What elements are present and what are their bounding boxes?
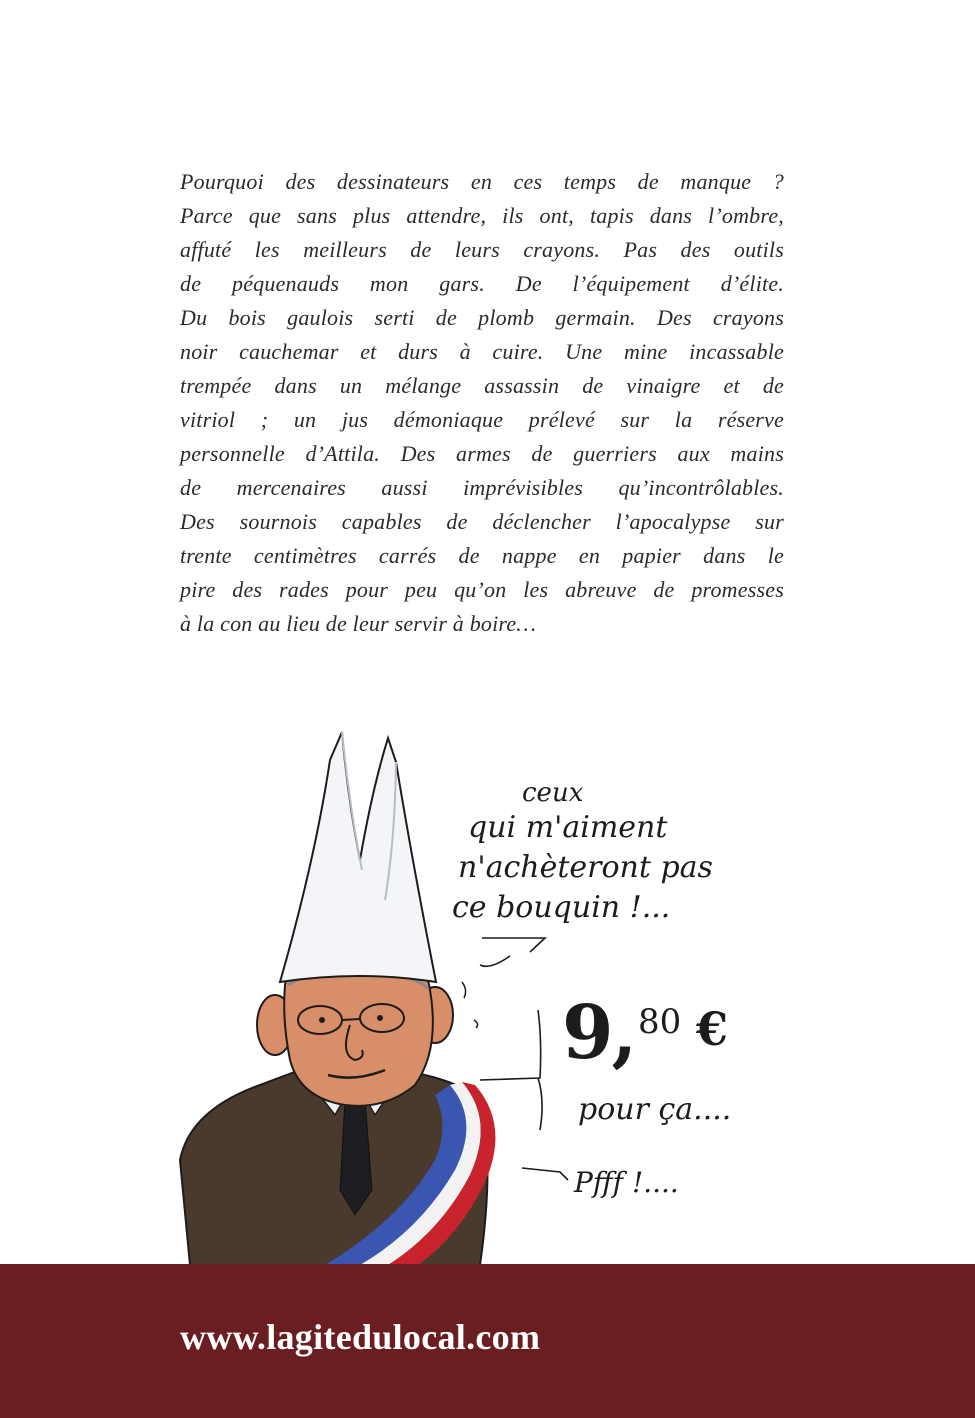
body-line: vitriol ; un jus démoniaque prélevé sur la réserve bbox=[180, 407, 784, 432]
speech-line-ce-bouquin: ce bouquin !... bbox=[452, 890, 671, 925]
body-line: de péquenauds mon gars. De l’équipement d’élite. bbox=[180, 271, 784, 296]
speech-line-pfff: Pfff !.... bbox=[574, 1166, 679, 1199]
speech-tail-3 bbox=[522, 1168, 568, 1180]
speech-line-qui-maiment: qui m'aiment bbox=[468, 810, 668, 845]
body-line: à la con au lieu de leur servir à boire… bbox=[180, 611, 537, 636]
body-line: Parce que sans plus attendre, ils ont, tapis dans l’ombre, bbox=[180, 203, 784, 228]
body-line: Des sournois capables de déclencher l’apocalypse sur bbox=[180, 509, 784, 534]
speech-line-ceux: ceux bbox=[522, 778, 584, 808]
price-cents: 80 bbox=[638, 1002, 682, 1042]
body-line: noir cauchemar et durs à cuire. Une mine incassable bbox=[180, 339, 784, 364]
speech-tail-1 bbox=[480, 938, 545, 966]
body-line: trente centimètres carrés de nappe en papier dans le bbox=[180, 543, 784, 568]
body-text bbox=[180, 165, 784, 641]
speech-line-nacheteront: n'achèteront pas bbox=[458, 850, 713, 885]
caricature-drawing bbox=[150, 720, 790, 1265]
cartoon-illustration bbox=[150, 720, 790, 1265]
body-line: Pourquoi des dessinateurs en ces temps de manque ? bbox=[180, 169, 784, 194]
body-line: affuté les meilleurs de leurs crayons. Pas des outils bbox=[180, 237, 784, 262]
body-line: trempée dans un mélange assassin de vinaigre et de bbox=[180, 373, 784, 398]
body-line: pire des rades pour peu qu’on les abreuve de promesses bbox=[180, 577, 784, 602]
price-main: 9, bbox=[562, 990, 636, 1076]
footer-band bbox=[0, 1264, 975, 1418]
body-line: Du bois gaulois serti de plomb germain. Des crayons bbox=[180, 305, 784, 330]
website-url[interactable]: www.lagitedulocal.com bbox=[180, 1317, 541, 1357]
body-line: de mercenaires aussi imprévisibles qu’incontrôlables. bbox=[180, 475, 784, 500]
body-line: personnelle d’Attila. Des armes de guerriers aux mains bbox=[180, 441, 784, 466]
speech-line-pour-ca: pour ça.... bbox=[578, 1092, 732, 1127]
paper-hat bbox=[280, 732, 436, 982]
price-currency: € bbox=[696, 1002, 729, 1056]
